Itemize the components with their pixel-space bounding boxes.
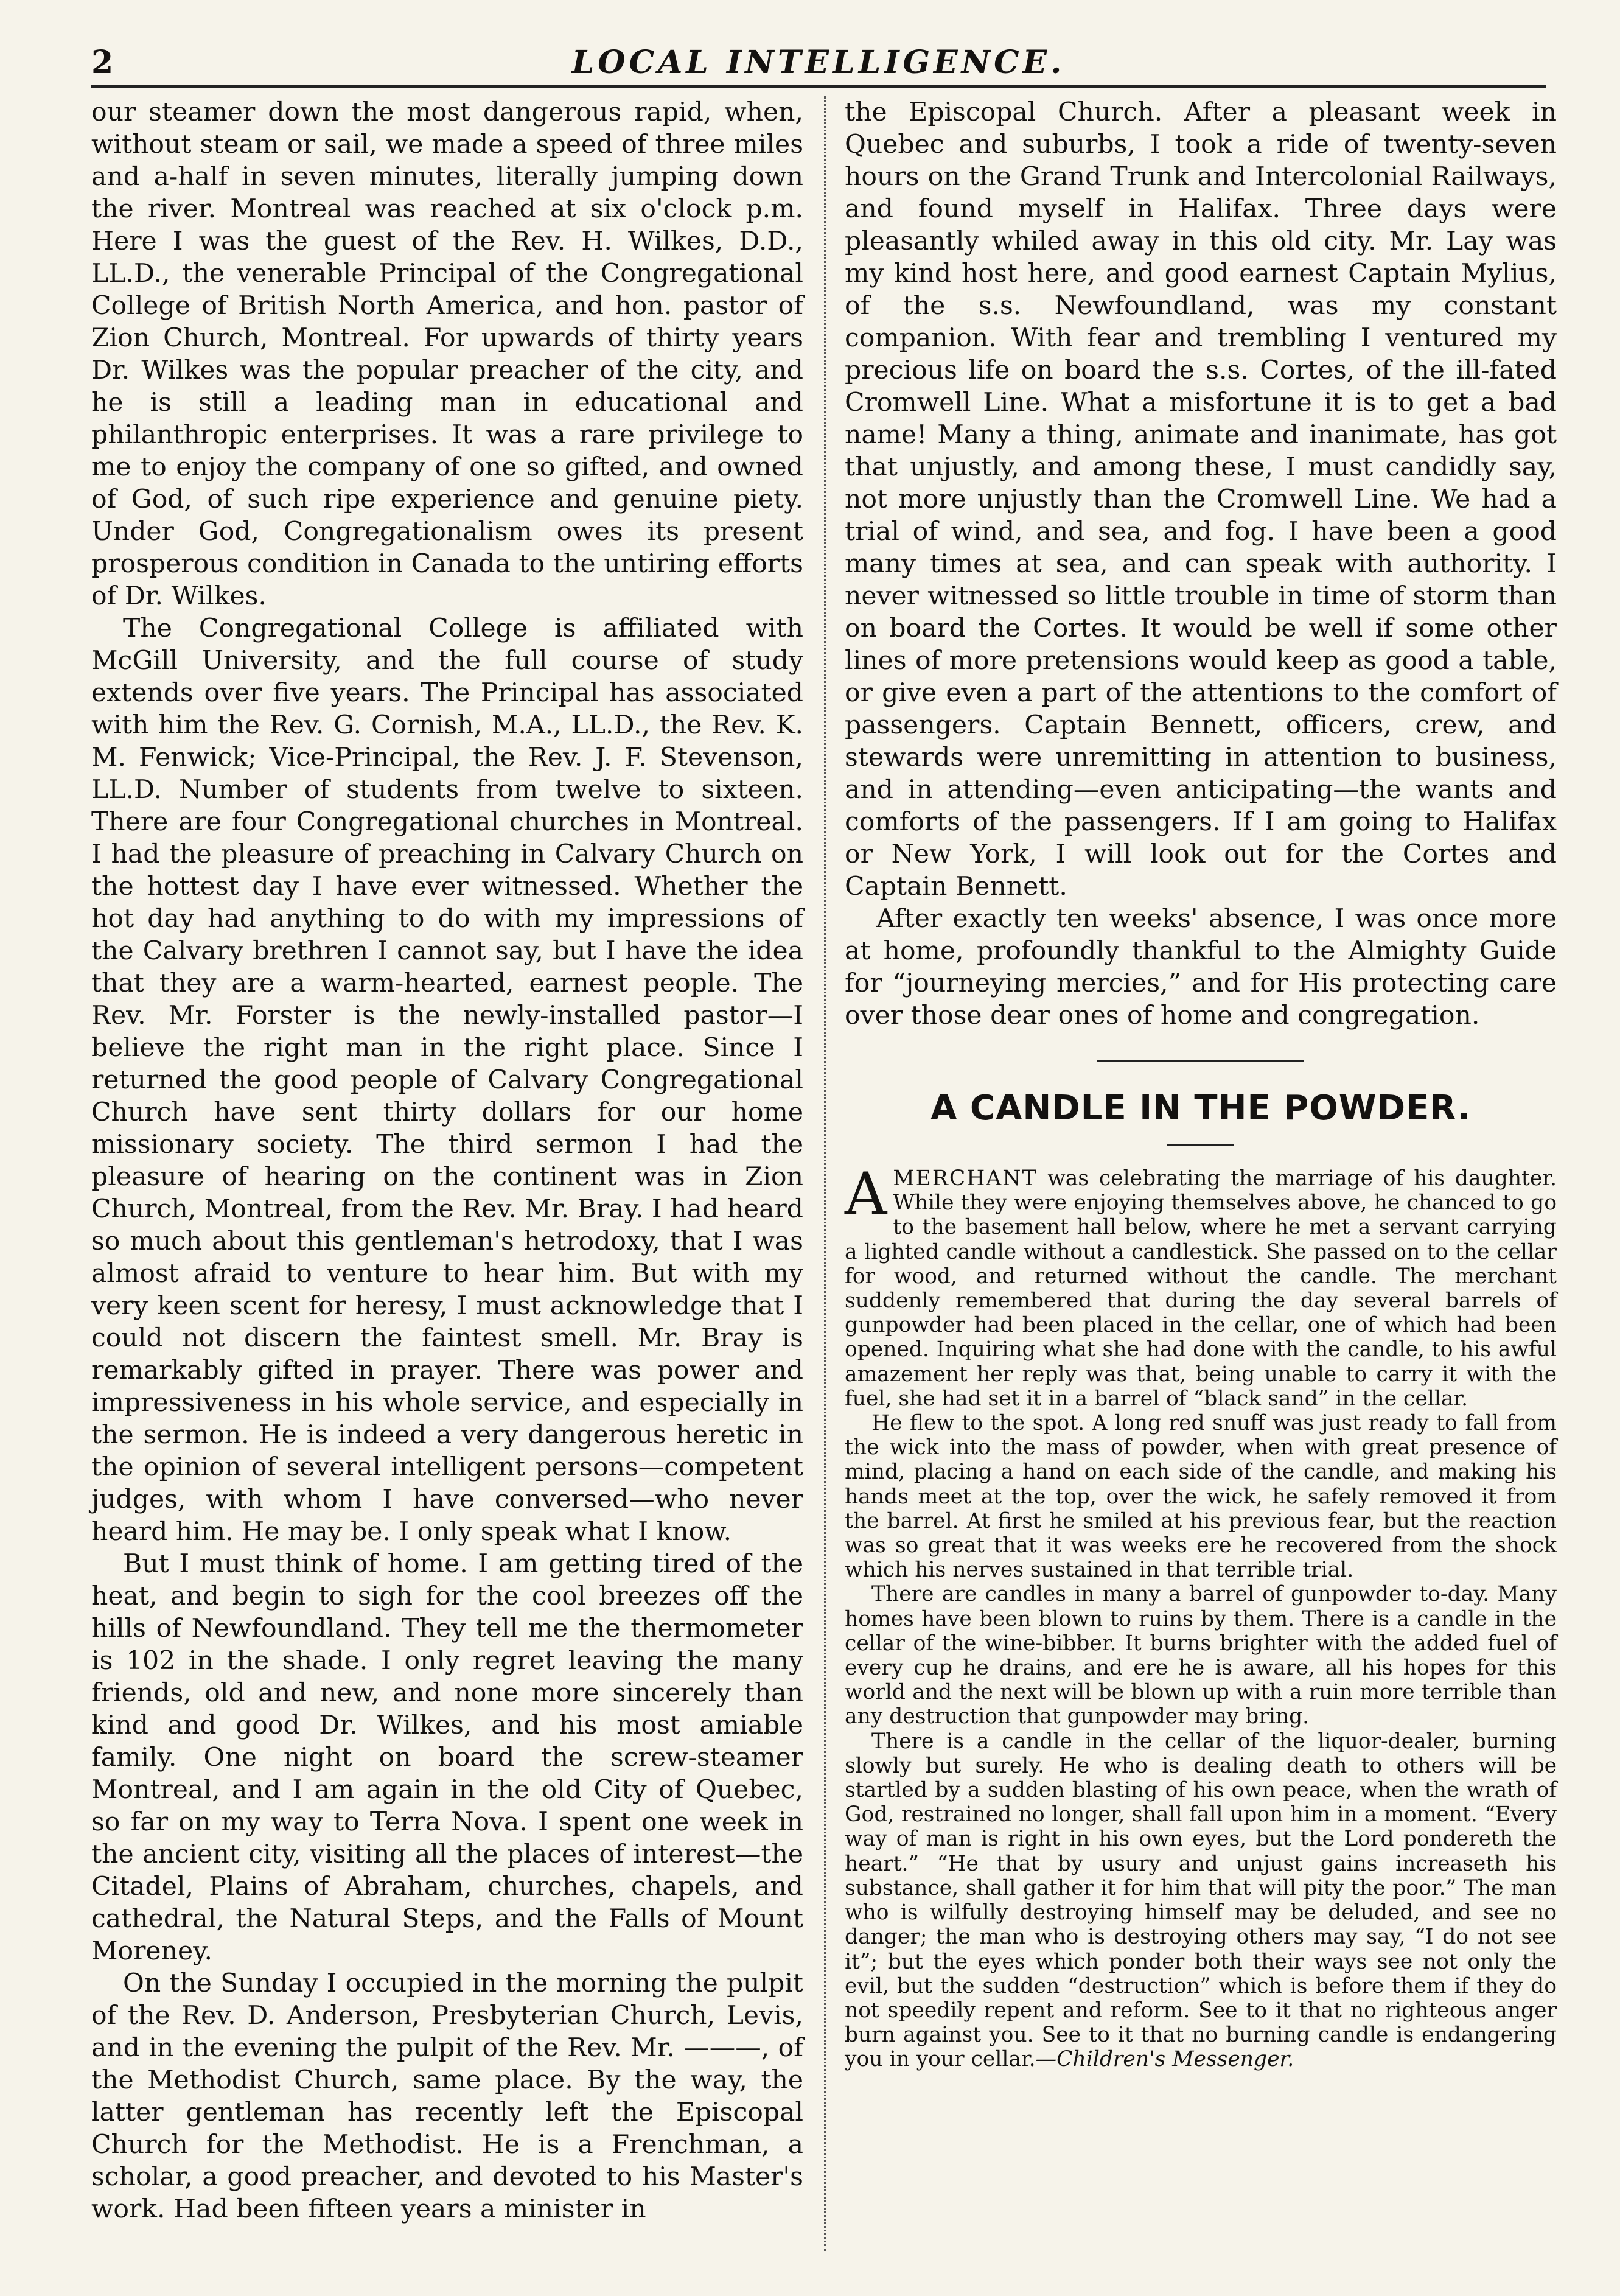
drop-cap: A <box>845 1160 887 1228</box>
article-paragraph-2: He flew to the spot. A long red snuff was just ready to fall from the wick into the mass of powder, when with great presence of mind, placing a hand on each side of the candle, and making his hands meet at the top, over the wick, he safely removed it from the barrel. At first he smiled at his previous fear, but the reaction was so great that it was weeks ere he recovered from the shock which his nerves sustained in that terrible trial. <box>845 1411 1557 1583</box>
title-underline <box>1167 1144 1234 1146</box>
article-paragraph-3: There are candles in many a barrel of gunpowder to-day. Many homes have been blown to ruins by them. There is a candle in the cellar of the wine-bibber. It burns brighter with the added fuel of every cup he drains, and ere he is aware, all his hopes for this world and the next will be blown up with a ruin more terrible than any destruction that gunpowder may bring. <box>845 1582 1557 1729</box>
left-column <box>91 96 803 2225</box>
letter-continuation <box>845 96 1557 1032</box>
page-header <box>91 44 1546 80</box>
page-number: 2 <box>91 44 114 81</box>
article-paragraph-1-text: was celebrating the marriage of his daughter. While they were enjoying themselves above, he chanced to go to the basement hall below, where he met a servant carrying a lighted candle without a candlestick. She passed on to the cellar for wood, and returned without the candle. The merchant suddenly remembered that during the day several barrels of gunpowder had been placed in the cellar, one of which had been opened. Inquiring what she had done with the candle, to his awful amazement her reply was that, being unable to carry it with the fuel, she had set it in a barrel of “black sand” in the cellar. <box>845 1166 1557 1411</box>
left-paragraph-1: our steamer down the most dangerous rapid, when, without steam or sail, we made a speed of three miles and a-half in seven minutes, literally jumping down the river. Montreal was reached at six o'clock p.m. Here I was the guest of the Rev. H. Wilkes, D.D., LL.D., the venerable Principal of the Congregational College of British North America, and hon. pastor of Zion Church, Montreal. For upwards of thirty years Dr. Wilkes was the popular preacher of the city, and he is still a leading man in educational and philanthropic enterprises. It was a rare privilege to me to enjoy the company of one so gifted, and owned of God, of such ripe experience and genuine piety. Under God, Congregationalism owes its present prosperous condition in Canada to the untiring efforts of Dr. Wilkes. <box>91 97 803 611</box>
right-column <box>845 96 1557 2072</box>
column-divider <box>824 96 826 2251</box>
left-paragraph-2: The Congregational College is affiliated with McGill University, and the full course of study extends over five years. The Principal has associated with him the Rev. G. Cornish, M.A., LL.D., the Rev. K. M. Fenwick; Vice-Principal, the Rev. J. F. Stevenson, LL.D. Number of students from twelve to sixteen. There are four Congregational churches in Montreal. I had the pleasure of preaching in Calvary Church on the hottest day I have ever witnessed. Whether the hot day had anything to do with my impressions of the Calvary brethren I cannot say, but I have the idea that they are a warm-hearted, earnest people. The Rev. Mr. Forster is the newly-installed pastor—I believe the right man in the right place. Since I returned the good people of Calvary Congregational Church have sent thirty dollars for our home missionary society. The third sermon I had the pleasure of hearing on the continent was in Zion Church, Montreal, from the Rev. Mr. Bray. I had heard so much about this gentleman's hetrodoxy, that I was almost afraid to venture to hear him. But with my very keen scent for heresy, I must acknowledge that I could not discern the faintest smell. Mr. Bray is remarkably gifted in prayer. There was power and impressiveness in his whole service, and especially in the sermon. He is indeed a very dangerous heretic in the opinion of several intelligent persons—competent judges, with whom I have conversed—who never heard him. He may be. I only speak what I know. <box>91 614 803 1547</box>
article-paragraph-1 <box>845 1160 1557 1411</box>
left-paragraph-4: On the Sunday I occupied in the morning the pulpit of the Rev. D. Anderson, Presbyterian Church, Levis, and in the evening the pulpit of the Rev. Mr. ———, of the Methodist Church, same place. By the way, the latter gentleman has recently left the Episcopal Church for the Methodist. He is a Frenchman, a scholar, a good preacher, and devoted to his Master's work. Had been fifteen years a minister in <box>91 1969 803 2224</box>
lead-word: MERCHANT <box>893 1166 1038 1191</box>
right-paragraph-2: After exactly ten weeks' absence, I was once more at home, profoundly thankful to the Almighty Guide for “journeying mercies,” and for His protecting care over those dear ones of home and congregation. <box>845 904 1557 1031</box>
article-title: A CANDLE IN THE POWDER. <box>930 1088 1471 1128</box>
article-paragraph-4 <box>845 1729 1557 2072</box>
article-paragraph-4-text: There is a candle in the cellar of the liquor-dealer, burning slowly but surely. He who is dealing death to others will be startled by a sudden blasting of his own peace, when the wrath of God, restrained no longer, shall fall upon him in a moment. “Every way of man is right in his own eyes, but the Lord pondereth the heart.” “He that by usury and unjust gains increaseth his substance, shall gather it for him that will pity the poor.” The man who is wilfully destroying himself may be deluded, and see no danger; the man who is destroying others may say, “I do not see it”; but the eyes which ponder both their ways see not only the evil, but the sudden “destruction” which is before them if they do not speedily repent and reform. See to it that no righteous anger burn against you. See to it that no burning candle is endangering you in your cellar. <box>845 1729 1557 2072</box>
running-head: LOCAL INTELLIGENCE. <box>571 44 1066 81</box>
article-body <box>845 1160 1557 2072</box>
article-source: —Children's Messenger. <box>1035 2047 1294 2072</box>
left-paragraph-3: But I must think of home. I am getting tired of the heat, and begin to sigh for the cool breezes off the hills of Newfoundland. They tell me the thermometer is 102 in the shade. I only regret leaving the many friends, old and new, and none more sincerely than kind and good Dr. Wilkes, and his most amiable family. One night on board the screw-steamer Montreal, and I am again in the old City of Quebec, so far on my way to Terra Nova. I spent one week in the ancient city, visiting all the places of interest—the Citadel, Plains of Abraham, churches, chapels, and cathedral, the Natural Steps, and the Falls of Mount Moreney. <box>91 1549 803 1966</box>
header-rule <box>91 85 1546 88</box>
right-paragraph-1: the Episcopal Church. After a pleasant week in Quebec and suburbs, I took a ride of twenty-seven hours on the Grand Trunk and Intercolonial Railways, and found myself in Halifax. Three days were pleasantly whiled away in this old city. Mr. Lay was my kind host here, and good earnest Captain Mylius, of the s.s. Newfoundland, was my constant companion. With fear and trembling I ventured my precious life on board the s.s. Cortes, of the ill-fated Cromwell Line. What a misfortune it is to get a bad name! Many a thing, animate and inanimate, has got that unjustly, and among these, I must candidly say, not more unjustly than the Cromwell Line. We had a trial of wind, and sea, and fog. I have been a good many times at sea, and can speak with authority. I never witnessed so little trouble in time of storm than on board the Cortes. It would be well if some other lines of more pretensions would keep as good a table, or give even a part of the attentions to the comfort of passengers. Captain Bennett, officers, crew, and stewards were unremitting in attention to business, and in attending—even anticipating—the wants and comforts of the passengers. If I am going to Halifax or New York, I will look out for the Cortes and Captain Bennett. <box>845 97 1557 901</box>
section-divider <box>1097 1060 1304 1062</box>
